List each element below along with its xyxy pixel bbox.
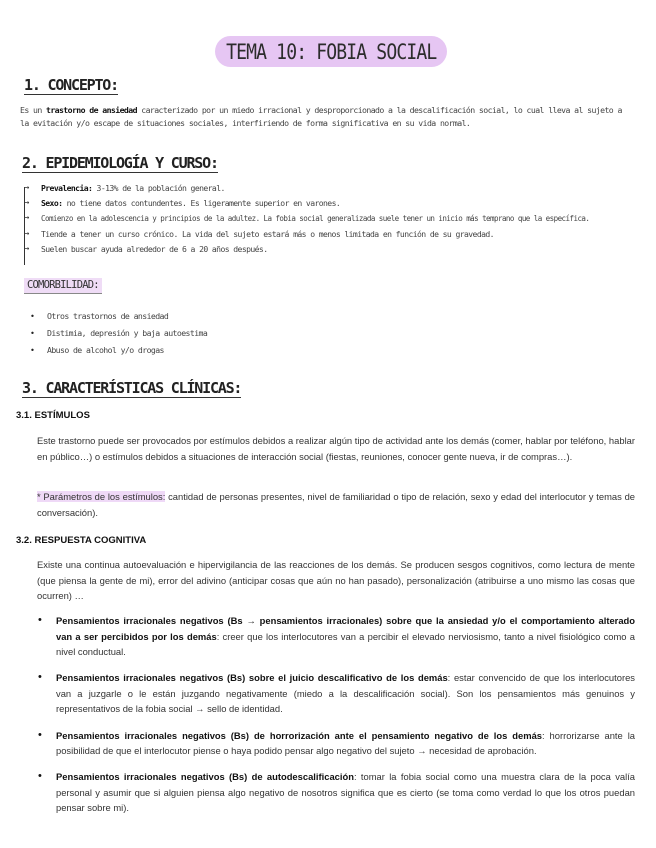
comorbidity-list xyxy=(30,308,207,359)
item-text: Comienzo en la adolescencia y principios de la adultez. La fobia social generalizada suele tener un inicio más temprano que la específica. xyxy=(41,213,590,224)
cognitive-bullets xyxy=(37,613,635,827)
bullet-icon: • xyxy=(30,311,35,321)
section-3-heading: 3. CARACTERÍSTICAS CLÍNICAS: xyxy=(22,379,242,397)
section-2-heading: 2. EPIDEMIOLOGÍA Y CURSO: xyxy=(22,154,218,172)
bullet-icon: • xyxy=(30,345,35,355)
item-text: Otros trastornos de ansiedad xyxy=(47,311,169,321)
section-1-paragraph xyxy=(20,104,632,130)
section-1-text-before: Es un xyxy=(20,105,46,115)
list-item xyxy=(37,769,635,816)
section-1-term: trastorno de ansiedad xyxy=(45,105,137,115)
arrow-right-icon: → xyxy=(24,183,30,193)
subsection-3-2-heading: 3.2. RESPUESTA COGNITIVA xyxy=(16,535,147,546)
stimulus-parameters-label: * Parámetros de los estímulos: xyxy=(37,491,166,502)
arrow-right-icon: → xyxy=(24,213,30,224)
epidemiology-list xyxy=(24,181,644,257)
list-item xyxy=(24,227,644,242)
item-text: : estar convencido de que los interlocutores van a juzgarle o le están juzgando negativamente (miedo a la descalificación social). Son los pensamientos más genuinos y representativos de la fobia social → sello de identidad. xyxy=(56,672,635,715)
item-label: Pensamientos irracionales negativos (Bs) sobre el juicio descalificativo de los demás xyxy=(56,672,448,684)
item-text: Abuso de alcohol y/o drogas xyxy=(47,345,164,355)
bullet-icon: • xyxy=(38,770,42,783)
subsection-3-1-heading: 3.1. ESTÍMULOS xyxy=(16,410,90,421)
list-item xyxy=(30,342,207,359)
item-label: Pensamientos irracionales negativos (Bs) de autodescalificación xyxy=(56,771,354,783)
list-item xyxy=(24,242,644,257)
list-item xyxy=(37,613,635,660)
bullet-icon: • xyxy=(38,671,42,684)
bullet-icon: • xyxy=(38,614,42,626)
arrow-right-icon: → xyxy=(24,198,30,209)
item-text: Tiende a tener un curso crónico. La vida del sujeto estará más o menos limitada en función de su gravedad. xyxy=(41,228,494,239)
item-text: no tiene datos contundentes. Es ligeramente superior en varones. xyxy=(62,198,341,209)
page-title: TEMA 10: FOBIA SOCIAL xyxy=(225,39,437,64)
arrow-right-icon: → xyxy=(24,228,30,239)
list-item xyxy=(37,670,635,717)
item-label: Prevalencia: xyxy=(41,183,93,193)
section-1-text-after: caracterizado por un miedo irracional y desproporcionado a la descalificación social, lo cual lleva al sujeto a la evitación y/o escape de situaciones sociales, interfiriendo de forma significativa en su vida normal. xyxy=(20,105,622,128)
item-label: Pensamientos irracionales negativos (Bs → pensamientos irracionales) sobre que la ansiedad y/o el comportamiento alterado van a ser percibidos por los demás xyxy=(56,615,635,642)
list-item xyxy=(37,728,635,759)
title-banner xyxy=(215,36,447,67)
item-text: : horrorizarse ante la posibilidad de que el interlocutor piense o haya podido pensar algo negativo del sujeto → necesidad de aprobación. xyxy=(56,729,635,757)
item-text: : creer que los interlocutores van a percibir el elevado nerviosismo, tanto a nivel fisiológico como a nivel conductual. xyxy=(56,630,635,658)
section-1-heading: 1. CONCEPTO: xyxy=(24,76,118,94)
arrow-right-icon: → xyxy=(24,243,30,254)
item-text: Distimia, depresión y baja autoestima xyxy=(47,328,208,338)
item-text: : tomar la fobia social como una muestra clara de la poca valía personal y asumir que si alguien piensa algo negativo de nosotros significa que es cierto (se toma como verdad lo que los otros puedan pensar sobre mi). xyxy=(56,771,635,814)
list-item xyxy=(30,325,207,342)
comorbidity-heading: COMORBILIDAD: xyxy=(24,278,102,294)
subsection-3-2-paragraph: Existe una continua autoevaluación e hipervigilancia de las reacciones de los demás. Se producen sesgos cognitivos, como lectura de mente (que piensa la gente de mi), error del adivino (anticipar cosas que aún no han pasado), personalización (atribuirse a uno mismo las cosas que ocurren) … xyxy=(37,559,635,602)
list-item xyxy=(30,308,207,325)
list-item xyxy=(24,196,644,211)
item-label: Pensamientos irracionales negativos (Bs) de horrorización ante el pensamiento negativo de los demás xyxy=(56,729,542,741)
stimulus-parameters-text: cantidad de personas presentes, nivel de familiaridad o tipo de relación, sexo y edad del interlocutor y temas de conversación). xyxy=(37,491,635,518)
list-item xyxy=(24,211,644,226)
list-item xyxy=(24,181,644,196)
item-text: Suelen buscar ayuda alrededor de 6 a 20 años después. xyxy=(41,243,268,254)
item-label: Sexo: xyxy=(41,198,63,209)
subsection-3-1-paragraph: Este trastorno puede ser provocados por estímulos debidos a realizar algún tipo de actividad ante los demás (comer, hablar por teléfono, hablar en público…) o estímulos debidos a situaciones de interacción social (fiestas, reuniones, conocer gente nueva, ir de compras…). xyxy=(37,435,635,462)
bullet-icon: • xyxy=(38,728,42,741)
bullet-icon: • xyxy=(30,328,35,338)
stimulus-parameters xyxy=(37,489,635,520)
item-text: 3-13% de la población general. xyxy=(92,183,225,193)
